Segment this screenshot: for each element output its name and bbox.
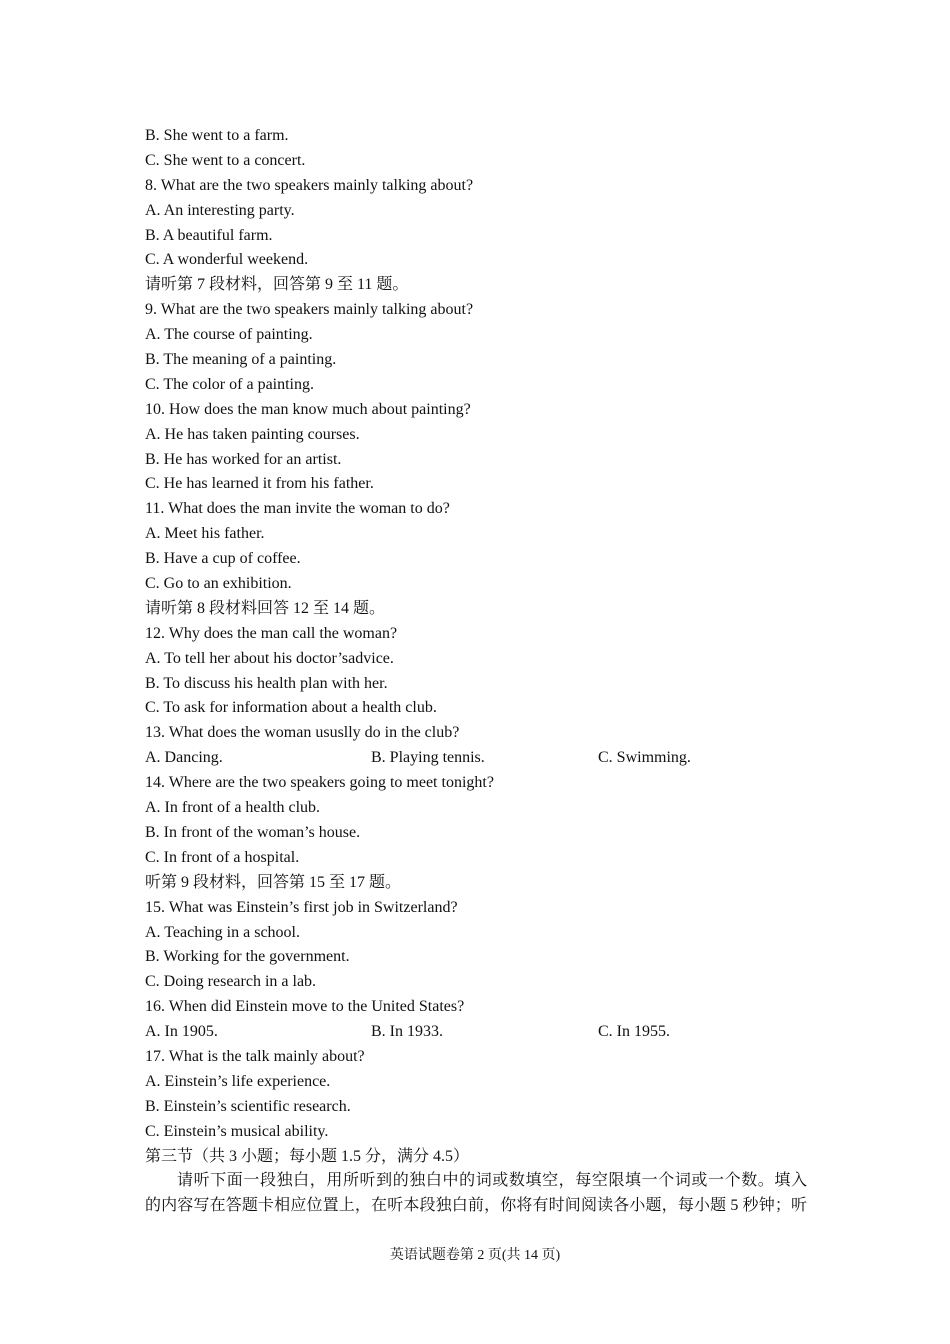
question-16: 16. When did Einstein move to the United States?: [145, 998, 465, 1016]
option-c: C. She went to a concert.: [145, 151, 306, 169]
option-a: A. An interesting party.: [145, 201, 295, 219]
option-a: A. Dancing.: [145, 749, 223, 767]
question-14: 14. Where are the two speakers going to meet tonight?: [145, 774, 494, 792]
option-b: B. In front of the woman’s house.: [145, 823, 361, 841]
instruction-paragraph-line-1: 请听下面一段独白，用所听到的独白中的词或数填空，每空限填一个词或一个数。填入: [177, 1172, 807, 1190]
option-a: A. He has taken painting courses.: [145, 425, 360, 443]
option-a: A. To tell her about his doctor’sadvice.: [145, 649, 394, 667]
option-b: B. Working for the government.: [145, 948, 350, 966]
instruction-paragraph-line-2: 的内容写在答题卡相应位置上，在听本段独白前，你将有时间阅读各小题，每小题 5 秒钟；听: [145, 1197, 807, 1215]
option-b: B. The meaning of a painting.: [145, 351, 337, 369]
option-b: B. Have a cup of coffee.: [145, 550, 301, 568]
option-b: B. Playing tennis.: [371, 749, 485, 767]
option-b: B. In 1933.: [371, 1023, 443, 1041]
option-b: B. A beautiful farm.: [145, 226, 273, 244]
option-a: A. In front of a health club.: [145, 799, 321, 817]
option-c: C. Go to an exhibition.: [145, 575, 292, 593]
option-c: C. In front of a hospital.: [145, 848, 300, 866]
question-17: 17. What is the talk mainly about?: [145, 1047, 365, 1065]
question-10: 10. How does the man know much about painting?: [145, 400, 471, 418]
question-15: 15. What was Einstein’s first job in Switzerland?: [145, 898, 458, 916]
question-list: [145, 124, 807, 1219]
question-13: 13. What does the woman ususlly do in the club?: [145, 724, 460, 742]
option-c: C. In 1955.: [598, 1023, 670, 1041]
option-c: C. Einstein’s musical ability.: [145, 1122, 329, 1140]
question-13-options: [145, 746, 807, 771]
option-c: C. A wonderful weekend.: [145, 251, 309, 269]
option-a: A. The course of painting.: [145, 326, 313, 344]
option-c: C. He has learned it from his father.: [145, 475, 374, 493]
option-a: A. Meet his father.: [145, 525, 265, 543]
section-instruction: 请听第 8 段材料回答 12 至 14 题。: [145, 599, 386, 617]
option-c: C. To ask for information about a health club.: [145, 699, 437, 717]
option-b: B. To discuss his health plan with her.: [145, 674, 388, 692]
section-heading: 第三节（共 3 小题；每小题 1.5 分，满分 4.5）: [145, 1147, 470, 1165]
question-16-options: [145, 1020, 807, 1045]
question-9: 9. What are the two speakers mainly talking about?: [145, 301, 474, 319]
option-b: B. Einstein’s scientific research.: [145, 1097, 351, 1115]
option-c: C. Swimming.: [598, 749, 691, 767]
page-footer: 英语试题卷第 2 页(共 14 页): [389, 1248, 561, 1263]
option-b: B. She went to a farm.: [145, 127, 289, 144]
option-a: A. Einstein’s life experience.: [145, 1072, 331, 1090]
question-8: 8. What are the two speakers mainly talking about?: [145, 176, 474, 194]
option-a: A. In 1905.: [145, 1023, 218, 1041]
option-a: A. Teaching in a school.: [145, 923, 300, 941]
section-instruction: 听第 9 段材料，回答第 15 至 17 题。: [145, 873, 402, 891]
option-c: C. Doing research in a lab.: [145, 973, 317, 991]
option-c: C. The color of a painting.: [145, 375, 314, 393]
section-instruction: 请听第 7 段材料，回答第 9 至 11 题。: [145, 276, 409, 294]
question-11: 11. What does the man invite the woman to do?: [145, 500, 450, 518]
question-12: 12. Why does the man call the woman?: [145, 624, 398, 642]
option-b: B. He has worked for an artist.: [145, 450, 342, 468]
